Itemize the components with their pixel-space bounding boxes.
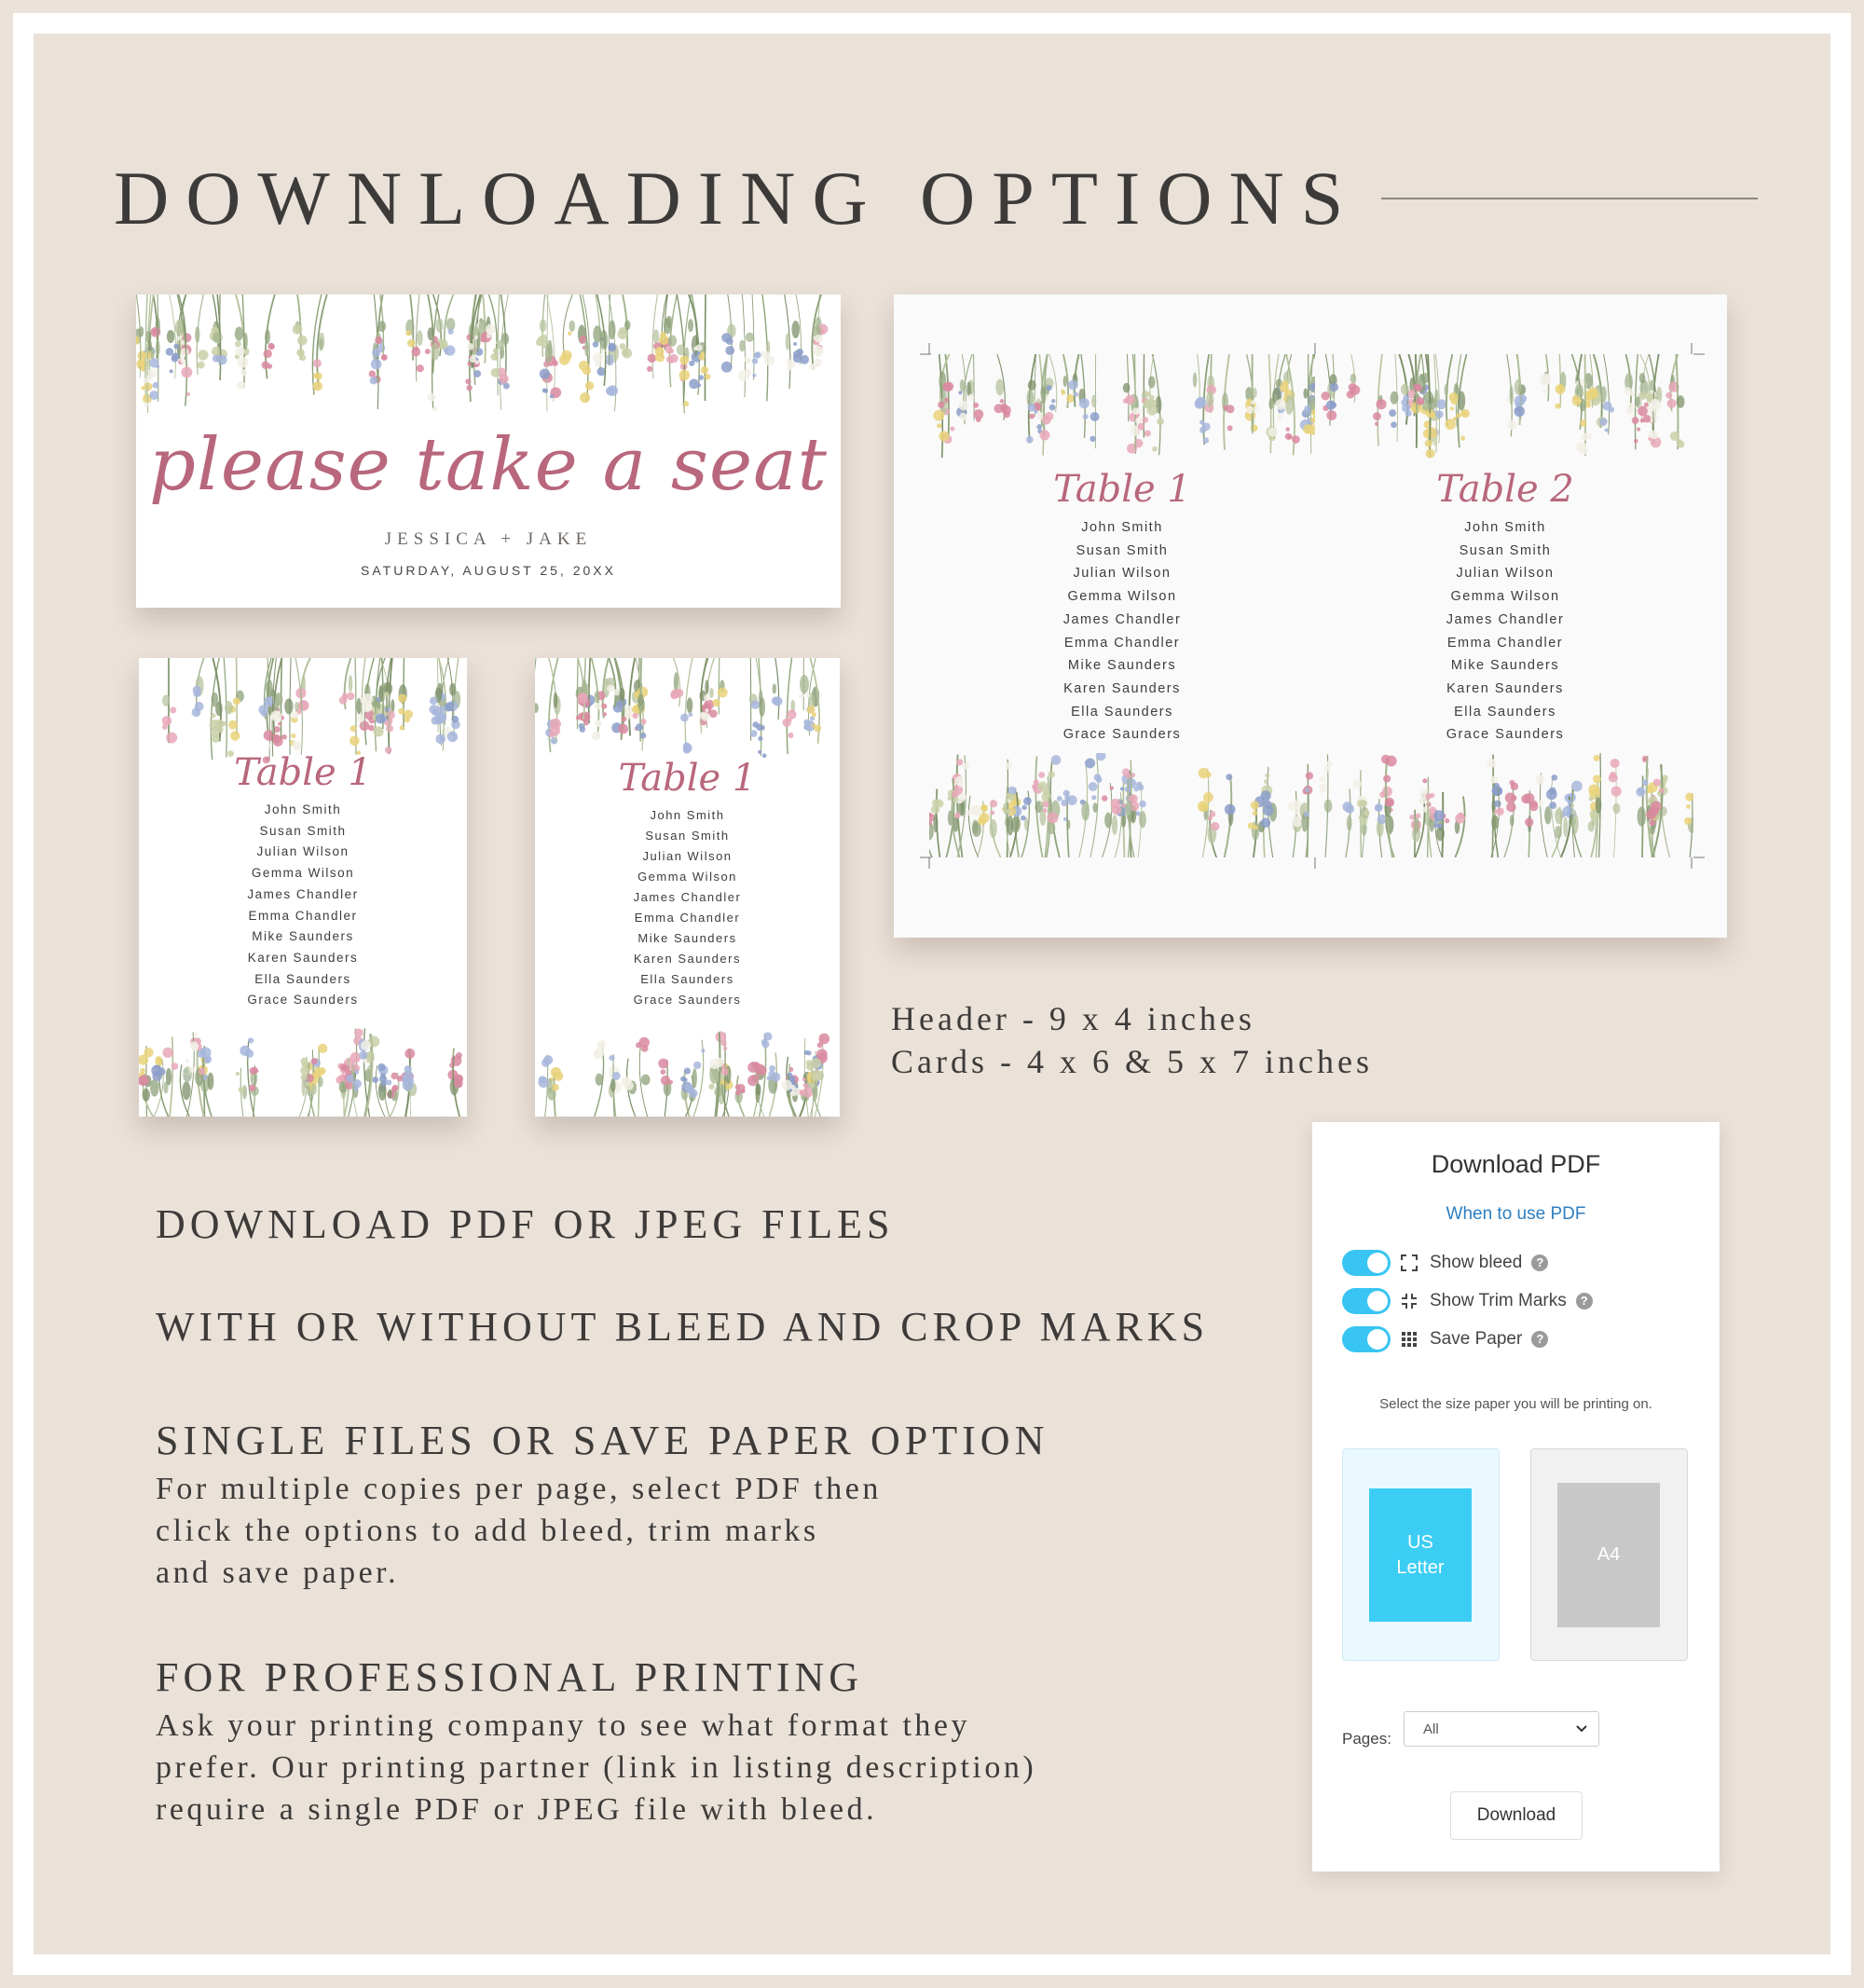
guest-list (1317, 516, 1693, 747)
guest-name: Susan Smith (259, 823, 347, 838)
guest-name: Ella Saunders (1454, 704, 1556, 720)
size-specs (891, 997, 1373, 1083)
grid-icon (1400, 1330, 1419, 1349)
table-title: Table 1 (618, 757, 757, 800)
floral-border-top (136, 295, 841, 414)
pages-select[interactable] (1404, 1711, 1599, 1747)
guest-name: Susan Smith (1076, 542, 1169, 558)
info-body (156, 1468, 1048, 1594)
guest-name: Ella Saunders (1071, 704, 1173, 720)
floral-border-bottom (535, 1029, 840, 1117)
guest-name: Gemma Wilson (251, 866, 355, 881)
guest-name: Karen Saunders (247, 950, 359, 965)
show-trim-marks-toggle[interactable] (1342, 1288, 1391, 1314)
table-title: Table 1 (234, 751, 372, 794)
floral-border-top (1317, 354, 1693, 459)
floral-border-top (929, 354, 1315, 459)
guest-name: Julian Wilson (1073, 566, 1172, 582)
table-block (1317, 468, 1693, 747)
page-title: DOWNLOADING OPTIONS (114, 156, 1361, 240)
guest-name: Karen Saunders (1063, 680, 1181, 696)
option-label: Show Trim Marks (1430, 1291, 1567, 1310)
info-line: click the options to add bleed, trim marks (156, 1514, 819, 1548)
guest-name: Julian Wilson (642, 849, 733, 863)
option-show-bleed (1342, 1249, 1548, 1277)
guest-name: James Chandler (247, 886, 359, 901)
guest-name: Mike Saunders (1450, 658, 1560, 674)
pages-label: Pages: (1342, 1730, 1391, 1748)
guest-name: Mike Saunders (1067, 658, 1177, 674)
guest-name: James Chandler (633, 890, 742, 904)
pages-value: All (1423, 1721, 1439, 1737)
guest-name: Julian Wilson (256, 844, 350, 859)
couple-names: JESSICA + JAKE (384, 529, 593, 549)
header-script-text: please take a seat (149, 423, 828, 507)
help-icon[interactable]: ? (1576, 1293, 1593, 1309)
guest-name: Ella Saunders (640, 972, 734, 986)
guest-name: James Chandler (1062, 611, 1182, 627)
guest-name: Grace Saunders (1062, 727, 1182, 743)
guest-name: Susan Smith (645, 829, 730, 843)
table-title: Table 2 (1436, 468, 1574, 511)
info-professional-printing (156, 1653, 1036, 1830)
info-line: prefer. Our printing partner (link in listing description) (156, 1750, 1037, 1785)
guest-name: Grace Saunders (247, 993, 359, 1008)
info-line: Ask your printing company to see what format they (156, 1708, 971, 1743)
save-paper-toggle[interactable] (1342, 1326, 1391, 1352)
paper-size-note: Select the size paper you will be printing on. (1379, 1396, 1652, 1412)
option-save-paper (1342, 1325, 1548, 1353)
download-button[interactable]: Download (1450, 1791, 1583, 1840)
paper-size-label: US Letter (1369, 1488, 1472, 1622)
floral-border-bottom (139, 1023, 467, 1117)
guest-name: Gemma Wilson (1450, 589, 1560, 605)
table-card-5x7-preview (535, 658, 840, 1117)
info-heading: FOR PROFESSIONAL PRINTING (156, 1654, 864, 1700)
guest-name: Emma Chandler (1446, 635, 1564, 651)
table-block (535, 757, 840, 1010)
table-block (929, 468, 1315, 747)
title-divider (1381, 198, 1758, 199)
guest-name: John Smith (650, 808, 725, 822)
guest-name: Karen Saunders (1446, 680, 1564, 696)
paper-size-a4[interactable] (1530, 1448, 1688, 1661)
chevron-down-icon (1576, 1725, 1587, 1733)
event-date: SATURDAY, AUGUST 25, 20XX (361, 563, 616, 578)
floral-border-bottom (929, 753, 1315, 857)
header-card-preview (136, 295, 841, 608)
info-heading: SINGLE FILES OR SAVE PAPER OPTION (156, 1418, 1049, 1463)
trim-marks-icon (1400, 1292, 1419, 1310)
info-line: and save paper. (156, 1556, 400, 1590)
floral-border-top (535, 658, 840, 761)
guest-name: Ella Saunders (254, 971, 351, 986)
guest-name: Mike Saunders (637, 931, 737, 945)
guest-list (139, 800, 467, 1011)
guest-list (535, 805, 840, 1010)
guest-name: Grace Saunders (633, 993, 742, 1007)
info-download-formats (156, 1200, 895, 1248)
guest-name: Grace Saunders (1446, 727, 1565, 743)
card-sizes-text: Cards - 4 x 6 & 5 x 7 inches (891, 1043, 1373, 1080)
info-save-paper (156, 1417, 1048, 1594)
download-pdf-panel (1312, 1122, 1720, 1871)
guest-name: Susan Smith (1459, 542, 1552, 558)
paper-size-us-letter[interactable] (1342, 1448, 1500, 1661)
bleed-icon (1400, 1254, 1419, 1272)
paper-size-label: A4 (1557, 1483, 1660, 1627)
option-label: Show bleed (1430, 1253, 1523, 1272)
info-heading: DOWNLOAD PDF OR JPEG FILES (156, 1201, 895, 1247)
info-bleed-options (156, 1303, 1209, 1350)
info-body (156, 1705, 1036, 1830)
guest-name: Emma Chandler (248, 908, 358, 923)
guest-name: James Chandler (1446, 611, 1565, 627)
table-card-4x6-preview (139, 658, 467, 1117)
guest-name: John Smith (1081, 520, 1163, 535)
when-to-use-pdf-link[interactable]: When to use PDF (1446, 1204, 1586, 1224)
guest-name: Emma Chandler (634, 911, 741, 925)
panel-title: Download PDF (1431, 1150, 1601, 1178)
save-paper-sheet-preview (894, 295, 1727, 938)
guest-name: Gemma Wilson (1067, 589, 1177, 605)
guest-name: Julian Wilson (1456, 566, 1555, 582)
info-line: For multiple copies per page, select PDF then (156, 1472, 882, 1506)
guest-name: Mike Saunders (252, 929, 354, 944)
option-show-trim-marks (1342, 1287, 1593, 1315)
guest-name: John Smith (264, 802, 342, 816)
help-icon[interactable]: ? (1531, 1331, 1548, 1348)
table-block (139, 751, 467, 1011)
table-title: Table 1 (1053, 468, 1191, 511)
guest-name: Emma Chandler (1063, 635, 1181, 651)
info-heading: WITH OR WITHOUT BLEED AND CROP MARKS (156, 1304, 1210, 1350)
guest-name: John Smith (1464, 520, 1546, 535)
guest-name: Karen Saunders (634, 952, 741, 966)
option-label: Save Paper (1430, 1329, 1523, 1349)
show-bleed-toggle[interactable] (1342, 1250, 1391, 1276)
floral-border-bottom (1317, 753, 1693, 857)
guest-name: Gemma Wilson (637, 870, 737, 884)
guest-list (929, 516, 1315, 747)
header-size-text: Header - 9 x 4 inches (891, 1000, 1255, 1037)
info-line: require a single PDF or JPEG file with bleed. (156, 1792, 878, 1827)
help-icon[interactable]: ? (1531, 1254, 1548, 1271)
